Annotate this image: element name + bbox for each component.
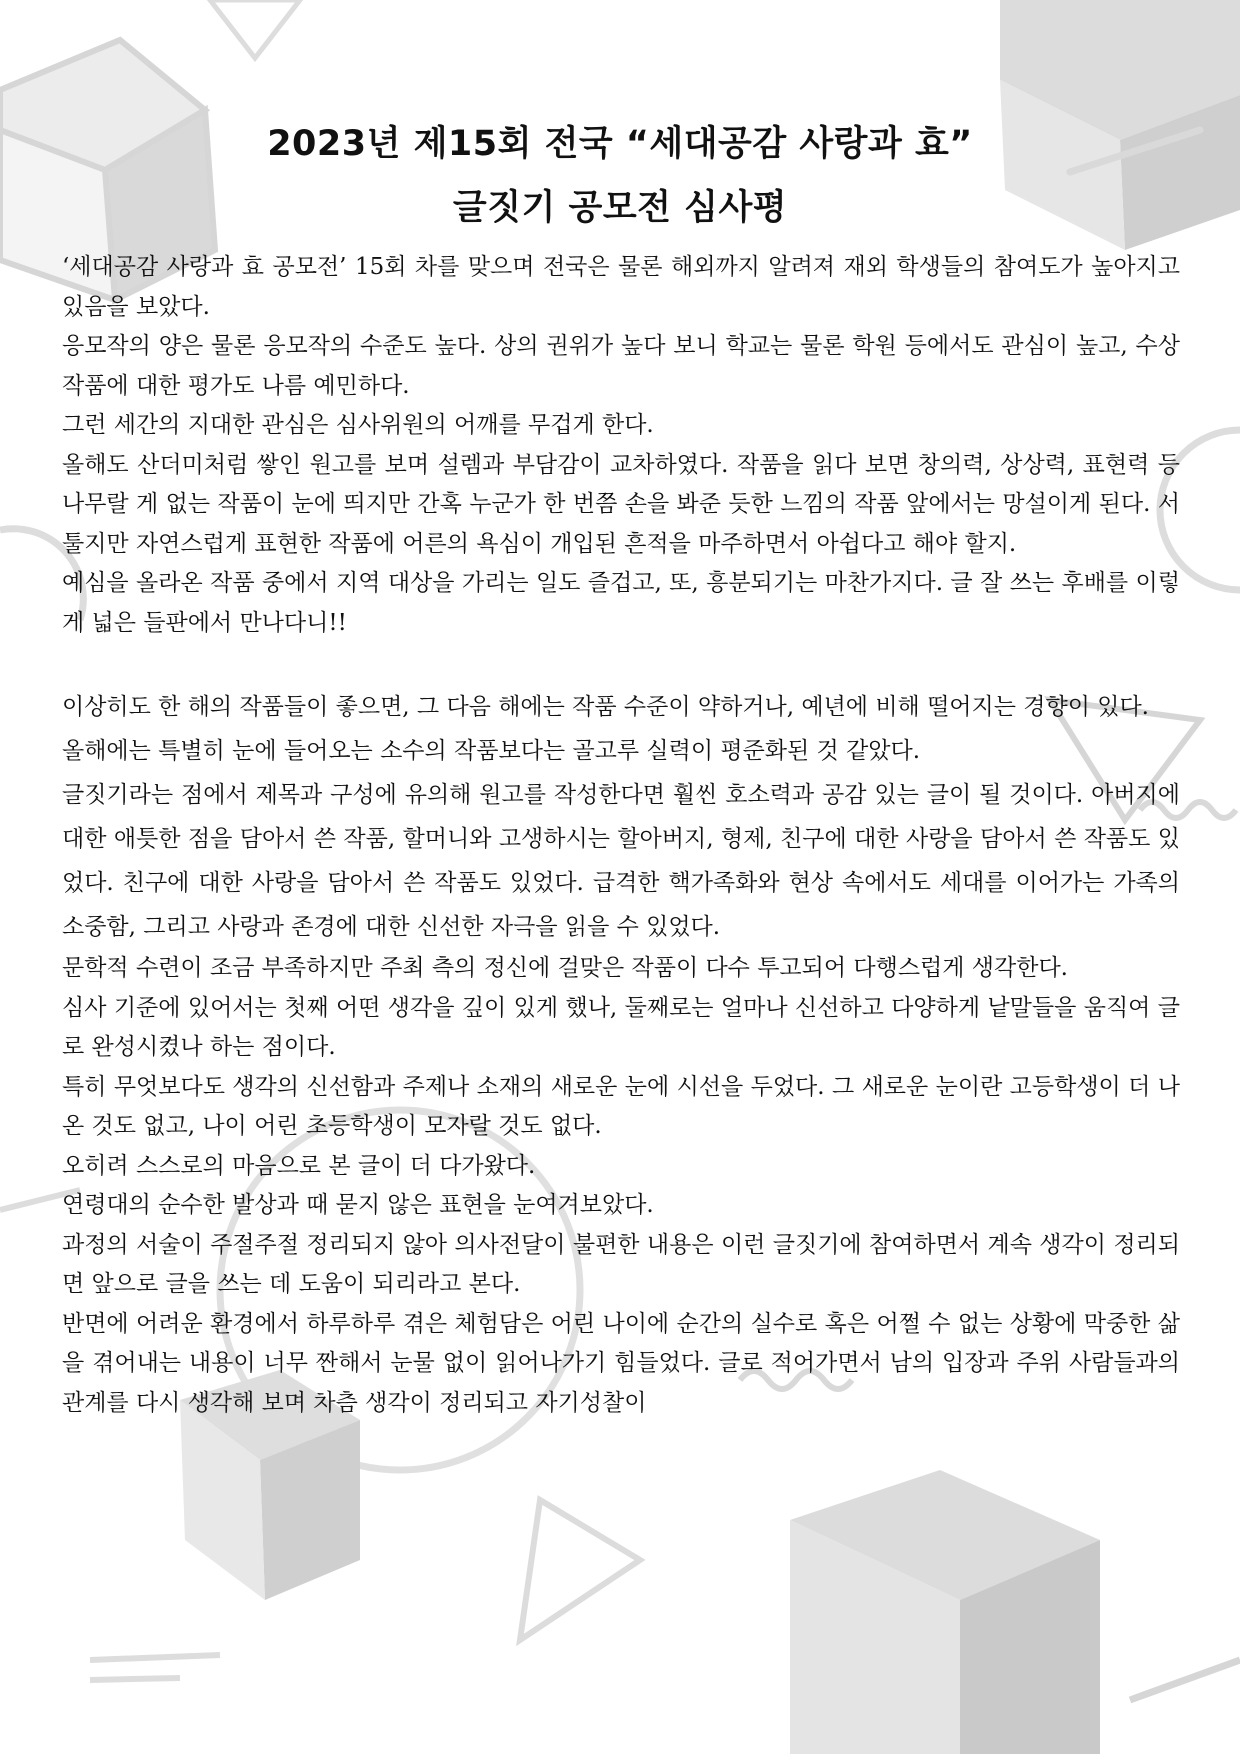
paragraph: 심사 기준에 있어서는 첫째 어떤 생각을 깊이 있게 했나, 둘째로는 얼마나 신선하고 다양하게 낱말들을 움직여 글로 완성시켰나 하는 점이다. — [62, 994, 1180, 1060]
document-subtitle: 글짓기 공모전 심사평 — [452, 188, 788, 228]
paragraph: 올해에는 특별히 눈에 들어오는 소수의 작품보다는 골고루 실력이 평준화된 것 같았다. — [62, 738, 921, 764]
paragraph: 과정의 서술이 주절주절 정리되지 않아 의사전달이 불편한 내용은 이런 글짓기에 참여하면서 계속 생각이 정리되면 앞으로 글을 쓰는 데 도움이 되리라고 본다. — [62, 1231, 1180, 1297]
paragraph: 그런 세간의 지대한 관심은 심사위원의 어깨를 무겁게 한다. — [62, 412, 654, 438]
paragraph-gap — [62, 643, 1180, 685]
paragraph: ‘세대공감 사랑과 효 공모전’ 15회 차를 맞으며 전국은 물론 해외까지 알려져 재외 학생들의 참여도가 높아지고 있음을 보았다. — [62, 254, 1180, 320]
paragraph: 예심을 올라온 작품 중에서 지역 대상을 가리는 일도 즐겁고, 또, 흥분되기는 마찬가지다. 글 잘 쓰는 후배를 이렇게 넓은 들판에서 만나다니!! — [62, 570, 1180, 636]
paragraph: 오히려 스스로의 마음으로 본 글이 더 다가왔다. — [62, 1152, 536, 1179]
paragraph: 연령대의 순수한 발상과 때 묻지 않은 표현을 눈여겨보았다. — [62, 1192, 654, 1218]
paragraph: 반면에 어려운 환경에서 하루하루 겪은 체험담은 어린 나이에 순간의 실수로 혹은 어쩔 수 없는 상황에 막중한 삶을 겪어내는 내용이 너무 짠해서 눈물 없이 읽어나가기 힘들었다. 글로 적어가면서 남의 입장과 주위 사람들과의 관계를 다시 생각해 보며 차츰 생각이 정리되고 자기성찰이 — [62, 1310, 1180, 1416]
paragraph: 올해도 산더미처럼 쌓인 원고를 보며 설렘과 부담감이 교차하였다. 작품을 읽다 보면 창의력, 상상력, 표현력 등 나무랄 게 없는 작품이 눈에 띄지만 간혹 누군가 한 번쯤 손을 봐준 듯한 느낌의 작품 앞에서는 망설이게 된다. 서툴지만 자연스럽게 표현한 작품에 어른의 욕심이 개입된 흔적을 마주하면서 아쉽다고 해야 할지. — [62, 451, 1180, 557]
document-title: 2023년 제15회 전국 “세대공감 사랑과 효” — [267, 124, 973, 164]
paragraph: 이상히도 한 해의 작품들이 좋으면, 그 다음 해에는 작품 수준이 약하거나, 예년에 비해 떨어지는 경향이 있다. — [62, 694, 1149, 720]
paragraph: 글짓기라는 점에서 제목과 구성에 유의해 원고를 작성한다면 훨씬 호소력과 공감 있는 글이 될 것이다. 아버지에 대한 애틋한 점을 담아서 쓴 작품, 할머니와 고생하시는 할아버지, 형제, 친구에 대한 사랑을 담아서 쓴 작품도 있었다. 친구에 대한 사랑을 담아서 쓴 작품도 있었다. 급격한 핵가족화와 현상 속에서도 세대를 이어가는 가족의 소중함, 그리고 사랑과 존경에 대한 신선한 자극을 읽을 수 있었다. — [62, 782, 1180, 940]
document-body — [62, 248, 1180, 1423]
paragraph: 특히 무엇보다도 생각의 신선함과 주제나 소재의 새로운 눈에 시선을 두었다. 그 새로운 눈이란 고등학생이 더 나온 것도 없고, 나이 어린 초등학생이 모자랄 것도 없다. — [62, 1073, 1180, 1139]
paragraph: 문학적 수련이 조금 부족하지만 주최 측의 정신에 걸맞은 작품이 다수 투고되어 다행스럽게 생각한다. — [62, 955, 1068, 981]
paragraph: 응모작의 양은 물론 응모작의 수준도 높다. 상의 권위가 높다 보니 학교는 물론 학원 등에서도 관심이 높고, 수상작품에 대한 평가도 나름 예민하다. — [62, 333, 1180, 399]
